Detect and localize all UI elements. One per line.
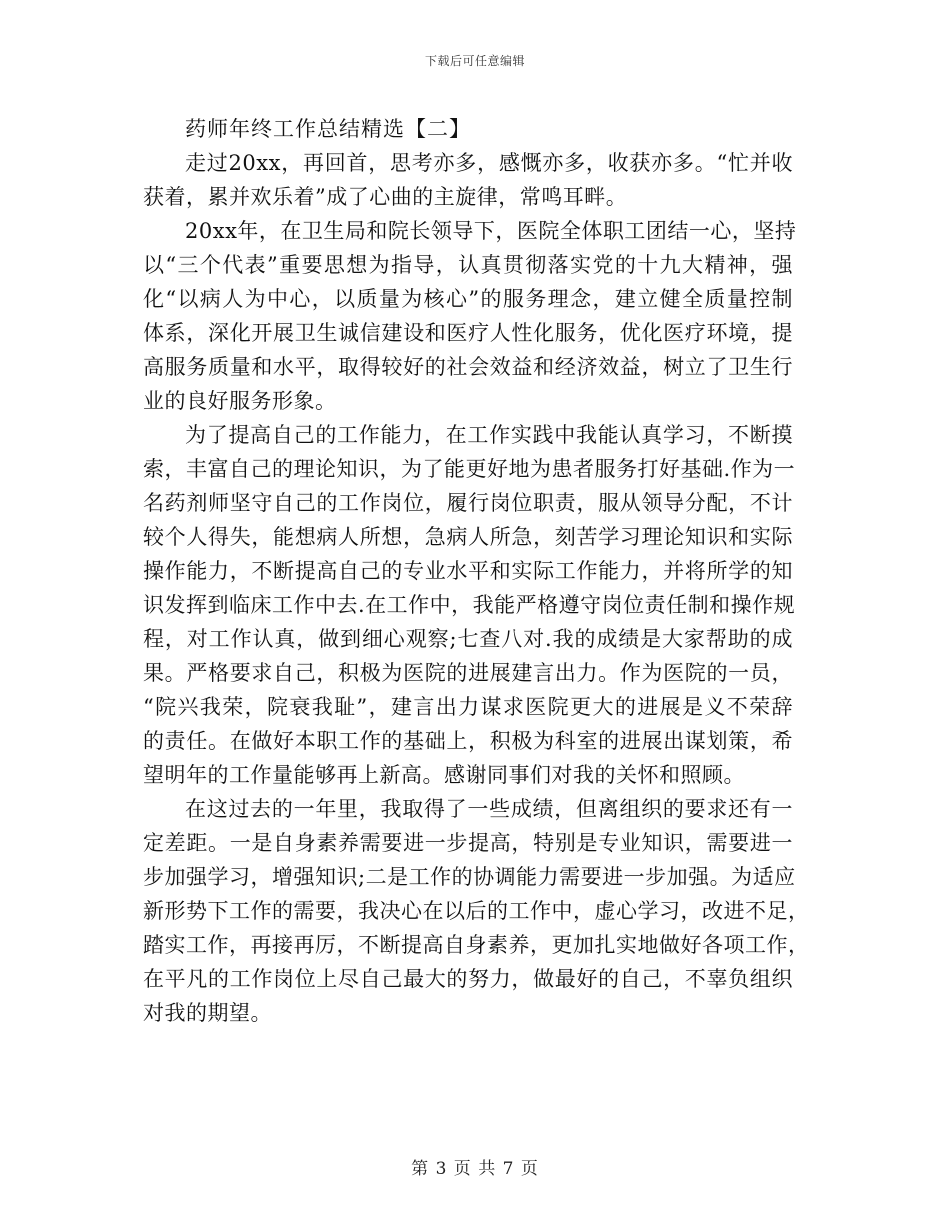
paragraph-list [143,146,810,1030]
page-number: 第 3 页 共 7 页 [411,1159,539,1179]
document-title: 药师年终工作总结精选【二】 [185,117,471,141]
paragraph-line: 20xx年，在卫生局和院长领导下，医院全体职工团结一心，坚持 [185,219,797,243]
paragraph-line: 走过20xx，再回首，思考亦多，感慨亦多，收获亦多。“忙并收 [185,151,793,175]
paragraph-line: 望明年的工作量能够再上新高。感谢同事们对我的关怀和照顾。 [143,763,745,787]
paragraph-line: 对我的期望。 [143,1001,272,1025]
paragraph-line: 在这过去的一年里，我取得了一些成绩，但离组织的要求还有一 [185,797,793,821]
page-header: 下载后可任意编辑 [424,54,525,68]
paragraph-line: 索，丰富自己的理论知识，为了能更好地为患者服务打好基础.作为一 [143,457,796,481]
paragraph-line: 新形势下工作的需要，我决心在以后的工作中，虚心学习，改进不足， [143,899,810,923]
paragraph-line: 程，对工作认真，做到细心观察;七查八对.我的成绩是大家帮助的成 [143,627,793,651]
paragraph-line: 较个人得失，能想病人所想，急病人所急，刻苦学习理论知识和实际 [143,525,793,549]
paragraph-line: 步加强学习，增强知识;二是工作的协调能力需要进一步加强。为适应 [143,865,796,889]
paragraph [143,418,796,792]
paragraph-line: 踏实工作，再接再厉，不断提高自身素养，更加扎实地做好各项工作， [143,933,810,957]
paragraph-line: 以“三个代表”重要思想为指导，认真贯彻落实党的十九大精神，强 [143,253,793,277]
paragraph [143,146,793,214]
paragraph-line: 高服务质量和水平，取得较好的社会效益和经济效益，树立了卫生行 [143,355,793,379]
paragraph-line: “院兴我荣，院衰我耻”，建言出力谋求医院更大的进展是义不荣辞 [143,695,793,719]
paragraph-line: 识发挥到临床工作中去.在工作中，我能严格遵守岗位责任制和操作规 [143,593,796,617]
document-body [143,112,810,1030]
paragraph-line: 定差距。一是自身素养需要进一步提高，特别是专业知识，需要进一 [143,831,793,855]
paragraph-line: 果。严格要求自己，积极为医院的进展建言出力。作为医院的一员， [143,661,793,685]
paragraph-line: 为了提高自己的工作能力，在工作实践中我能认真学习，不断摸 [185,423,793,447]
paragraph [143,792,810,1030]
paragraph-line: 体系，深化开展卫生诚信建设和医疗人性化服务，优化医疗环境，提 [143,321,793,345]
paragraph-line: 获着，累并欢乐着”成了心曲的主旋律，常鸣耳畔。 [143,185,628,209]
paragraph-line: 的责任。在做好本职工作的基础上，积极为科室的进展出谋划策，希 [143,729,793,753]
paragraph-line: 名药剂师坚守自己的工作岗位，履行岗位职责，服从领导分配，不计 [143,491,793,515]
paragraph-line: 化“以病人为中心，以质量为核心”的服务理念，建立健全质量控制 [143,287,793,311]
paragraph-line: 操作能力，不断提高自己的专业水平和实际工作能力，并将所学的知 [143,559,793,583]
paragraph-line: 在平凡的工作岗位上尽自己最大的努力，做最好的自己，不辜负组织 [143,967,793,991]
paragraph-line: 业的良好服务形象。 [143,389,337,413]
paragraph [143,214,797,418]
